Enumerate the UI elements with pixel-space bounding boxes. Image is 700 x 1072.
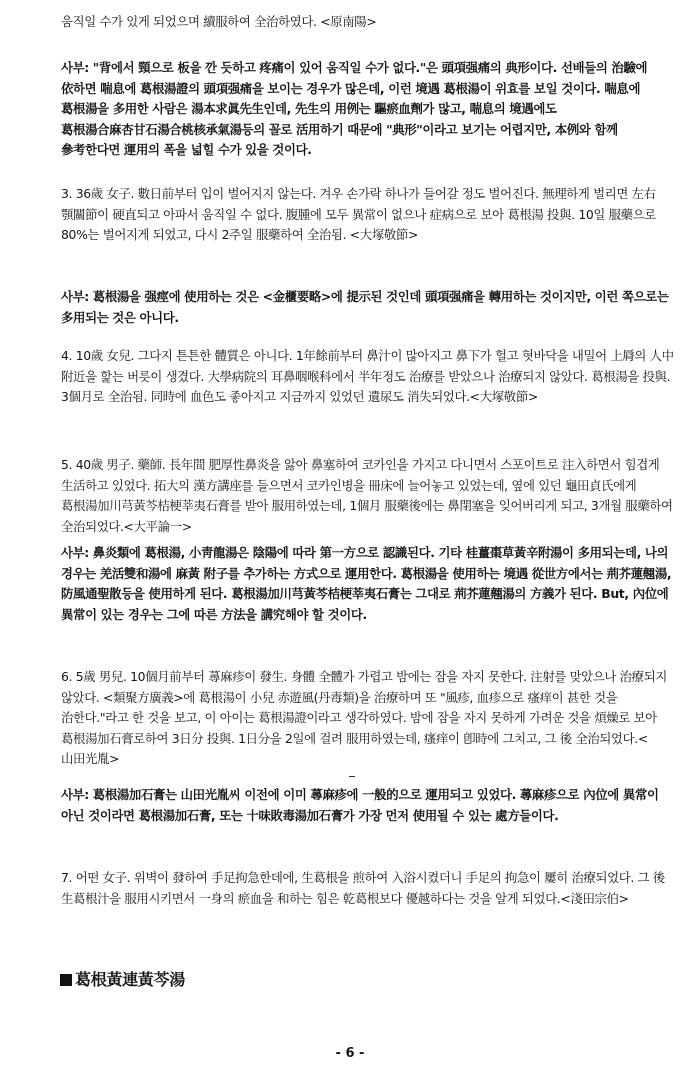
section-heading-text: 葛根黃連黃芩湯 bbox=[75, 970, 185, 989]
square-bullet-icon bbox=[60, 974, 72, 986]
paragraph-case-6: 6. 5歲 男兒. 10個月前부터 蕁麻疹이 發生. 身體 全體가 가렵고 밤에는 잠을 자지 못한다. 注射를 맞았으나 治療되지 않았다. <類聚方廣義>에 葛根湯이 小兒 赤遊風(丹毒類)을 治療하며 또 "風疹, 血疹으로 瘙痒이 甚한 것을 治한다."라고 한 것을 보고, 이 아이는 葛根湯證이라고 생각하였다. 밤에 잠을 자지 못하게 가려운 것을 煩燥로 보아 葛根湯加石膏로하여 3日分 投與. 1日分을 2일에 걸려 服用하였는데, 瘙痒이 卽時에 그치고, 그 後 全治되었다.<山田光胤> bbox=[61, 669, 667, 766]
commentary-case-3: 사부: 葛根湯을 强痙에 使用하는 것은 <金櫃要略>에 提示된 것인데 頭項强痛을 轉用하는 것이지만, 이런 쪽으로는 多用되는 것은 아니다. bbox=[61, 289, 669, 325]
paragraph-case-7: 7. 어떤 女子. 위벽이 發하여 手足拘急한데에, 生葛根을 煎하여 入浴시켰더니 手足의 拘急이 屢히 治療되었다. 그 後 生葛根汁을 服用시키면서 一身의 瘀血을 和하는 힘은 乾葛根보다 優越하다는 것을 알게 되었다.<淺田宗伯> bbox=[61, 870, 665, 906]
paragraph-case-4: 4. 10歲 女兒. 그다지 튼튼한 體質은 아니다. 1年餘前부터 鼻汁이 많아지고 鼻下가 헐고 혓바닥을 내밀어 上脣의 人中 附近을 핥는 버릇이 생겼다. 大學病院의 耳鼻咽喉科에서 半年정도 治療를 받았으나 治療되지 않았다. 葛根湯을 投與. 3個月로 全治됨. 同時에 血色도 좋아지고 지금까지 있었던 遺尿도 消失되었다.<大塚敬節> bbox=[61, 348, 674, 404]
commentary-case-5: 사부: 鼻炎類에 葛根湯, 小靑龍湯은 陰陽에 따라 第一方으로 認識된다. 기타 桂薑棗草黃辛附湯이 多用되는데, 나의 경우는 羌活雙和湯에 麻黃 附子를 추가하는 方式으로 運用한다. 葛根湯을 使用하는 境遇 從世方에서는 荊芥蓮翹湯, 防風通聖散등을 使用하게 된다. 葛根湯加川芎黃芩桔梗莘夷石膏는 그대로 荊芥蓮翹湯의 方義가 된다. But, 內位에 異常이 있는 경우는 그에 따른 方法을 講究해야 할 것이다. bbox=[61, 545, 672, 622]
section-heading bbox=[60, 967, 185, 990]
commentary-case-6: 사부: 葛根湯加石膏는 山田光胤씨 이전에 이미 蕁麻疹에 一般的으로 運用되고 있었다. 蕁麻疹으로 內位에 異常이 아닌 것이라면 葛根湯加石膏, 또는 十味敗毒湯加石膏가 가장 먼저 使用될 수 있는 處方들이다. bbox=[61, 787, 659, 823]
paragraph-case-5: 5. 40歲 男子. 藥師. 長年間 肥厚性鼻炎을 앓아 鼻塞하여 코카인을 가지고 다니면서 스포이트로 注入하면서 힘겹게 生活하고 있었다. 拓大의 漢方講座를 들으면서 코카인병을 冊床에 늘어놓고 있었는데, 옆에 있던 龜田貞氏에게 葛根湯加川芎黃芩桔梗莘夷石膏를 받아 服用하였는데, 1個月 服藥後에는 鼻閉塞을 잊어버리게 되고, 3개월 服藥하여 全治되었다.<大平論一> bbox=[61, 457, 673, 534]
paragraph-case-3: 3. 36歲 女子. 數日前부터 입이 벌어지지 않는다. 겨우 손가락 하나가 들어갈 정도 벌어진다. 無理하게 벌리면 左右 顎關節이 硬直되고 아파서 움직일 수 없다. 腹腫에 모두 異常이 없으나 症病으로 보아 葛根湯 投與. 10일 服藥으로 80%는 벌어지게 되었고, 다시 2주일 服藥하여 全治됨. <大塚敬節> bbox=[61, 186, 656, 242]
commentary-case-2: 사부: "背에서 頸으로 板을 깐 듯하고 疼痛이 있어 움직일 수가 없다."은 頭項强痛의 典形이다. 선배들의 治驗에 依하면 喘息에 葛根湯證의 頭項强痛을 보이는 경우가 많은데, 이런 境遇 葛根湯이 위효를 보일 것이다. 喘息에 葛根湯을 多用한 사람은 湯本求眞先生인데, 先生의 用例는 驅瘀血劑가 많고, 喘息의 境遇에도 葛根湯合麻杏甘石湯合桃核承氣湯등의 꼴로 活用하기 때문에 "典形"이라고 보기는 어렵지만, 本例와 함께 參考한다면 運用의 폭을 넓힐 수가 있을 것이다. bbox=[61, 60, 648, 157]
stray-mark bbox=[349, 776, 355, 777]
page-number: - 6 - bbox=[335, 1046, 365, 1061]
paragraph-case-2-end: 움직일 수가 있게 되었으며 續服하여 全治하였다. <原南陽> bbox=[61, 14, 377, 29]
